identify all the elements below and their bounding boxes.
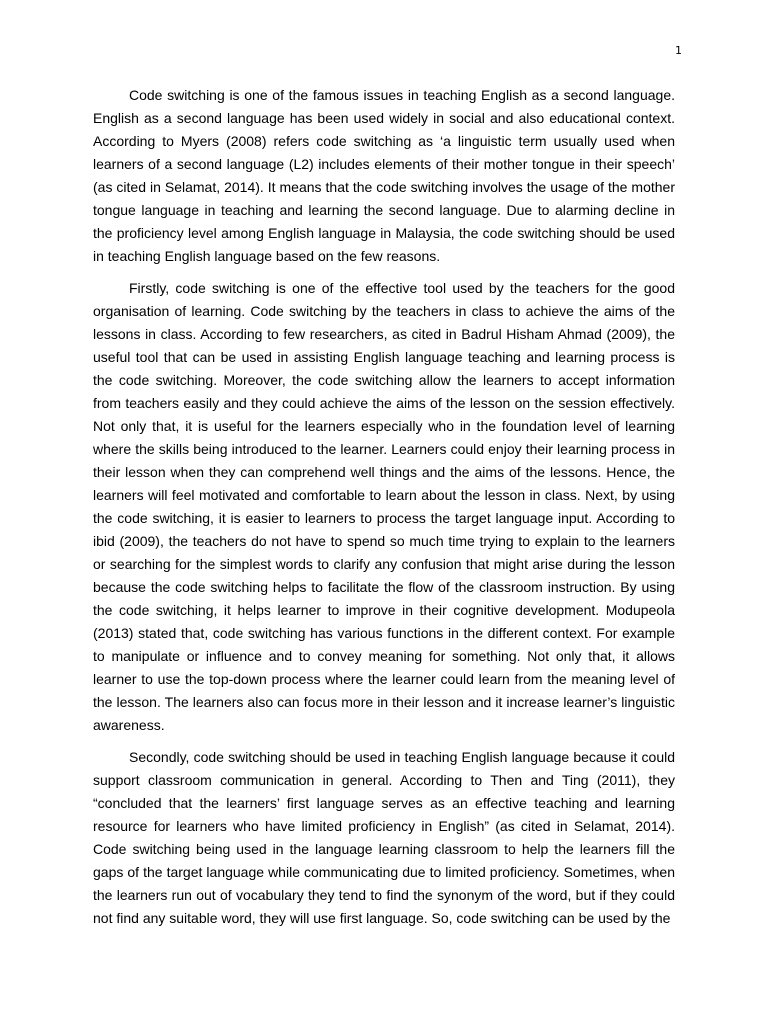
paragraph-3: Secondly, code switching should be used in teaching English language because it could support classroom communication in general. According to Then and Ting (2011), they “concluded that the learners’ first language serves as an effective teaching and learning resource for learners who have limited proficiency in English” (as cited in Selamat, 2014). Code switching being used in the language learning classroom to help the learners fill the gaps of the target language while communicating due to limited proficiency. Sometimes, when the learners run out of vocabulary they tend to find the synonym of the word, but if they could not find any suitable word, they will use first language. So, code switching can be used by the bbox=[93, 749, 675, 926]
paragraph-2: Firstly, code switching is one of the effective tool used by the teachers for the good organisation of learning. Code switching by the teachers in class to achieve the aims of the lessons in class. According to few researchers, as cited in Badrul Hisham Ahmad (2009), the useful tool that can be used in assisting English language teaching and learning process is the code switching. Moreover, the code switching allow the learners to accept information from teachers easily and they could achieve the aims of the lesson on the session effectively. Not only that, it is useful for the learners especially who in the foundation level of learning where the skills being introduced to the learner. Learners could enjoy their learning process in their lesson when they can comprehend well things and the aims of the lessons. Hence, the learners will feel motivated and comfortable to learn about the lesson in class. Next, by using the code switching, it is easier to learners to process the target language input. According to ibid (2009), the teachers do not have to spend so much time trying to explain to the learners or searching for the simplest words to clarify any confusion that might arise during the lesson because the code switching helps to facilitate the flow of the classroom instruction. By using the code switching, it helps learner to improve in their cognitive development. Modupeola (2013) stated that, code switching has various functions in the different context. For example to manipulate or influence and to convey meaning for something. Not only that, it allows learner to use the top-down process where the learner could learn from the meaning level of the lesson. The learners also can focus more in their lesson and it increase learner’s linguistic awareness. bbox=[93, 280, 675, 733]
paragraph-1: Code switching is one of the famous issues in teaching English as a second language. English as a second language has been used widely in social and also educational context. According to Myers (2008) refers code switching as ‘a linguistic term usually used when learners of a second language (L2) includes elements of their mother tongue in their speech’ (as cited in Selamat, 2014). It means that the code switching involves the usage of the mother tongue language in teaching and learning the second language. Due to alarming decline in the proficiency level among English language in Malaysia, the code switching should be used in teaching English language based on the few reasons. bbox=[93, 87, 675, 264]
page-number: 1 bbox=[675, 44, 682, 57]
body-text bbox=[93, 84, 675, 930]
